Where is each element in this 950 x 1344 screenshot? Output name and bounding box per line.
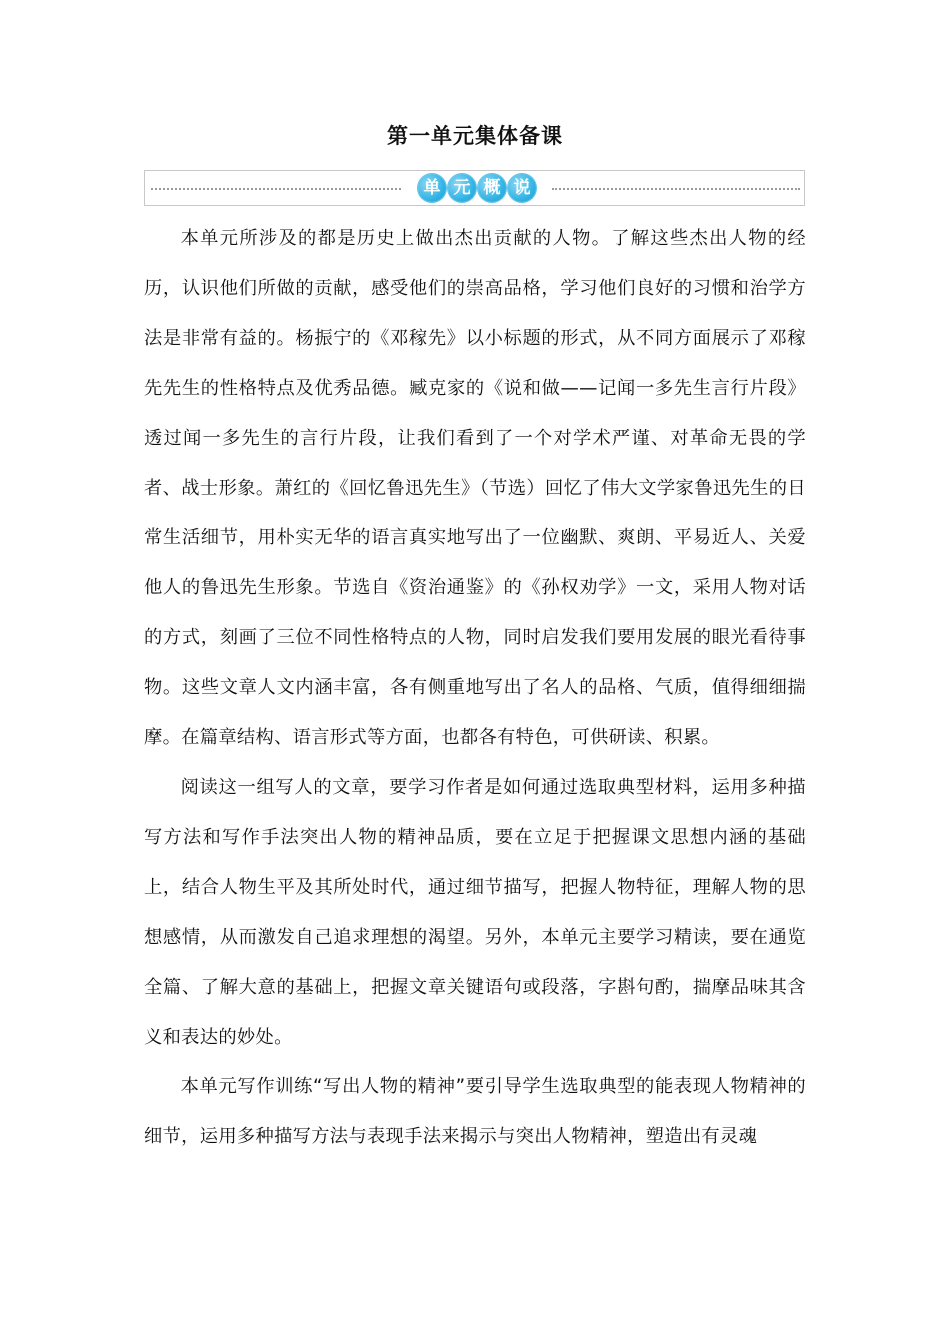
dotted-divider-left [151, 188, 401, 190]
body-text [144, 214, 806, 1162]
section-label-char: 说 [508, 174, 536, 202]
section-label-char: 单 [418, 174, 446, 202]
paragraph: 阅读这一组写人的文章，要学习作者是如何通过选取典型材料，运用多种描写方法和写作手法突出人物的精神品质，要在立足于把握课文思想内涵的基础上，结合人物生平及其所处时代，通过细节描写，把握人物特征，理解人物的思想感情，从而激发自己追求理想的渴望。另外，本单元主要学习精读，要在通览全篇、了解大意的基础上，把握文章关键语句或段落，字斟句酌，揣摩品味其含义和表达的妙处。 [144, 776, 806, 1048]
section-banner [144, 170, 805, 206]
section-label-char: 概 [478, 174, 506, 202]
page-title: 第一单元集体备课 [387, 124, 563, 148]
dotted-divider-right [552, 188, 800, 190]
section-label-char: 元 [448, 174, 476, 202]
paragraph: 本单元写作训练“写出人物的精神”要引导学生选取典型的能表现人物精神的细节，运用多种描写方法与表现手法来揭示与突出人物精神，塑造出有灵魂 [144, 1076, 806, 1148]
paragraph: 本单元所涉及的都是历史上做出杰出贡献的人物。了解这些杰出人物的经历，认识他们所做的贡献，感受他们的崇高品格，学习他们良好的习惯和治学方法是非常有益的。杨振宁的《邓稼先》以小标题的形式，从不同方面展示了邓稼先先生的性格特点及优秀品德。臧克家的《说和做——记闻一多先生言行片段》透过闻一多先生的言行片段，让我们看到了一个对学术严谨、对革命无畏的学者、战士形象。萧红的《回忆鲁迅先生》（节选）回忆了伟大文学家鲁迅先生的日常生活细节，用朴实无华的语言真实地写出了一位幽默、爽朗、平易近人、关爱他人的鲁迅先生形象。节选自《资治通鉴》的《孙权劝学》一文，采用人物对话的方式，刻画了三位不同性格特点的人物，同时启发我们要用发展的眼光看待事物。这些文章人文内涵丰富，各有侧重地写出了名人的品格、气质，值得细细揣摩。在篇章结构、语言形式等方面，也都各有特色，可供研读、积累。 [144, 228, 806, 749]
section-label [418, 174, 536, 204]
